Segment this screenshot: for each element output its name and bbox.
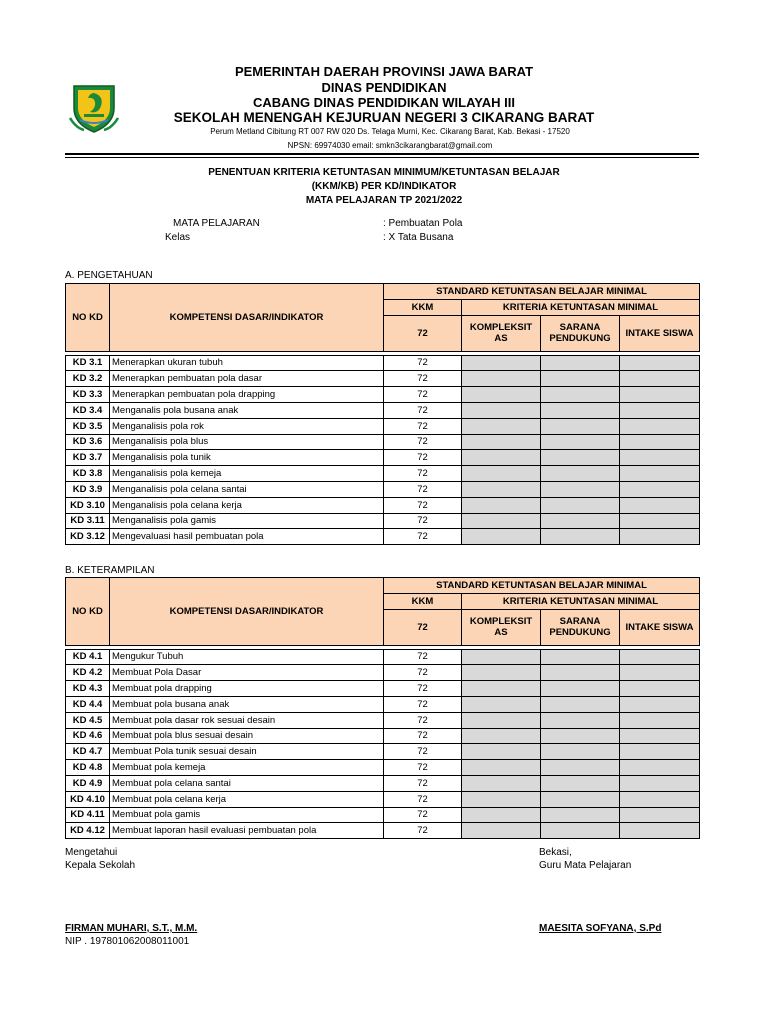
table-row — [66, 681, 700, 697]
kompleksitas-cell — [462, 402, 541, 418]
col-header-sarana: SARANA PENDUKUNG — [541, 315, 620, 351]
sarana-cell — [541, 744, 620, 760]
col-header-no-kd: NO KD — [66, 284, 110, 352]
kompleksitas-cell — [462, 681, 541, 697]
sarana-cell — [541, 712, 620, 728]
col-header-kkm-value: 72 — [384, 315, 462, 351]
kelas-value: : X Tata Busana — [383, 232, 454, 243]
kd-description: Membuat pola drapping — [110, 681, 384, 697]
intake-cell — [620, 481, 700, 497]
sarana-cell — [541, 529, 620, 545]
kompleksitas-cell — [462, 450, 541, 466]
col-header-kriteria: KRITERIA KETUNTASAN MINIMAL — [462, 593, 700, 609]
kompleksitas-cell — [462, 529, 541, 545]
kompleksitas-cell — [462, 775, 541, 791]
kd-number: KD 4.3 — [66, 681, 110, 697]
intake-cell — [620, 791, 700, 807]
kkm-value: 72 — [384, 712, 462, 728]
table-row — [66, 728, 700, 744]
kd-description: Menerapkan pembuatan pola drapping — [110, 387, 384, 403]
kkm-value: 72 — [384, 649, 462, 665]
col-header-kkm-value: 72 — [384, 609, 462, 645]
sarana-cell — [541, 387, 620, 403]
sarana-cell — [541, 775, 620, 791]
kd-description: Membuat Pola Dasar — [110, 665, 384, 681]
kompleksitas-cell — [462, 665, 541, 681]
table-row — [66, 823, 700, 839]
header-government: PEMERINTAH DAERAH PROVINSI JAWA BARAT — [234, 64, 534, 79]
kompleksitas-cell — [462, 387, 541, 403]
kd-number: KD 4.2 — [66, 665, 110, 681]
kompleksitas-cell — [462, 712, 541, 728]
kkm-value: 72 — [384, 355, 462, 371]
table-row — [66, 712, 700, 728]
kd-description: Membuat pola celana santai — [110, 775, 384, 791]
table-row — [66, 807, 700, 823]
kkm-value: 72 — [384, 681, 462, 697]
sarana-cell — [541, 450, 620, 466]
intake-cell — [620, 807, 700, 823]
kompleksitas-cell — [462, 649, 541, 665]
table-row — [66, 696, 700, 712]
kd-number: KD 3.2 — [66, 371, 110, 387]
kd-description: Menganalisis pola rok — [110, 418, 384, 434]
kd-description: Menerapkan ukuran tubuh — [110, 355, 384, 371]
table-row — [66, 791, 700, 807]
col-header-kriteria: KRITERIA KETUNTASAN MINIMAL — [462, 299, 700, 315]
sarana-cell — [541, 481, 620, 497]
kd-number: KD 4.10 — [66, 791, 110, 807]
table-row — [66, 529, 700, 545]
sig-right-place: Bekasi, — [539, 847, 572, 858]
kd-number: KD 4.7 — [66, 744, 110, 760]
sarana-cell — [541, 823, 620, 839]
col-header-sarana: SARANA PENDUKUNG — [541, 609, 620, 645]
header-address: Perum Metland Cibitung RT 007 RW 020 Ds. Telaga Murni, Kec. Cikarang Barat, Kab. Bekasi - 17520 — [210, 127, 570, 136]
kkm-value: 72 — [384, 371, 462, 387]
col-header-no-kd: NO KD — [66, 578, 110, 646]
table-row — [66, 649, 700, 665]
kd-description: Mengukur Tubuh — [110, 649, 384, 665]
kd-number: KD 4.4 — [66, 696, 110, 712]
kkm-value: 72 — [384, 696, 462, 712]
kompleksitas-cell — [462, 434, 541, 450]
header-rule-thin — [65, 157, 699, 158]
col-header-kkm: KKM — [384, 299, 462, 315]
kompleksitas-cell — [462, 497, 541, 513]
table-row — [66, 387, 700, 403]
kd-description: Membuat laporan hasil evaluasi pembuatan pola — [110, 823, 384, 839]
col-header-intake: INTAKE SISWA — [620, 315, 700, 351]
intake-cell — [620, 402, 700, 418]
kd-number: KD 4.1 — [66, 649, 110, 665]
sarana-cell — [541, 681, 620, 697]
kompleksitas-cell — [462, 823, 541, 839]
kkm-value: 72 — [384, 823, 462, 839]
kd-number: KD 3.3 — [66, 387, 110, 403]
mapel-value: : Pembuatan Pola — [383, 218, 463, 229]
kkm-value: 72 — [384, 466, 462, 482]
header-school: SEKOLAH MENENGAH KEJURUAN NEGERI 3 CIKARANG BARAT — [173, 110, 595, 125]
keterampilan-table — [65, 577, 700, 839]
sig-right-role: Guru Mata Pelajaran — [539, 860, 632, 871]
sarana-cell — [541, 513, 620, 529]
intake-cell — [620, 760, 700, 776]
kd-number: KD 3.6 — [66, 434, 110, 450]
kkm-value: 72 — [384, 402, 462, 418]
kd-number: KD 4.5 — [66, 712, 110, 728]
intake-cell — [620, 513, 700, 529]
kkm-value: 72 — [384, 791, 462, 807]
sig-left-name: FIRMAN MUHARI, S.T., M.M. — [65, 923, 198, 934]
sig-left-nip: NIP . 197801062008011001 — [65, 936, 190, 947]
table-row — [66, 497, 700, 513]
kelas-label: Kelas — [165, 232, 191, 243]
keterampilan-rows — [66, 649, 700, 839]
kkm-value: 72 — [384, 529, 462, 545]
pengetahuan-rows — [66, 355, 700, 545]
col-header-kkm: KKM — [384, 593, 462, 609]
kd-number: KD 3.1 — [66, 355, 110, 371]
sig-left-role: Kepala Sekolah — [65, 860, 136, 871]
kd-description: Membuat pola celana kerja — [110, 791, 384, 807]
kkm-value: 72 — [384, 434, 462, 450]
sarana-cell — [541, 497, 620, 513]
kd-description: Membuat pola busana anak — [110, 696, 384, 712]
intake-cell — [620, 696, 700, 712]
kkm-value: 72 — [384, 450, 462, 466]
kd-description: Menganalisis pola blus — [110, 434, 384, 450]
sarana-cell — [541, 760, 620, 776]
kd-description: Menganalisis pola celana kerja — [110, 497, 384, 513]
table-row — [66, 402, 700, 418]
kd-description: Membuat pola dasar rok sesuai desain — [110, 712, 384, 728]
col-header-kompleksitas: KOMPLEKSIT AS — [462, 609, 541, 645]
header-rule-thick — [65, 153, 699, 155]
kd-number: KD 3.5 — [66, 418, 110, 434]
kkm-value: 72 — [384, 513, 462, 529]
kkm-value: 72 — [384, 760, 462, 776]
kompleksitas-cell — [462, 744, 541, 760]
table-row — [66, 665, 700, 681]
intake-cell — [620, 649, 700, 665]
kd-description: Membuat pola gamis — [110, 807, 384, 823]
kkm-value: 72 — [384, 775, 462, 791]
header-contact: NPSN: 69974030 email: smkn3cikarangbarat@gmail.com — [287, 141, 493, 150]
kd-number: KD 4.12 — [66, 823, 110, 839]
kd-description: Menganalisis pola tunik — [110, 450, 384, 466]
col-header-intake: INTAKE SISWA — [620, 609, 700, 645]
intake-cell — [620, 450, 700, 466]
sarana-cell — [541, 355, 620, 371]
table-row — [66, 371, 700, 387]
kompleksitas-cell — [462, 696, 541, 712]
kd-description: Membuat pola blus sesuai desain — [110, 728, 384, 744]
header-department: DINAS PENDIDIKAN — [321, 80, 447, 95]
intake-cell — [620, 823, 700, 839]
kd-description: Membuat pola kemeja — [110, 760, 384, 776]
sarana-cell — [541, 649, 620, 665]
kompleksitas-cell — [462, 481, 541, 497]
kd-description: Menganalis pola busana anak — [110, 402, 384, 418]
sarana-cell — [541, 696, 620, 712]
document-subtitle: (KKM/KB) PER KD/INDIKATOR — [311, 181, 457, 192]
kompleksitas-cell — [462, 791, 541, 807]
mapel-label: MATA PELAJARAN — [173, 218, 260, 229]
table-row — [66, 513, 700, 529]
intake-cell — [620, 529, 700, 545]
intake-cell — [620, 497, 700, 513]
kd-number: KD 3.4 — [66, 402, 110, 418]
col-header-kompetensi: KOMPETENSI DASAR/INDIKATOR — [110, 284, 384, 352]
table-row — [66, 760, 700, 776]
pengetahuan-table — [65, 283, 700, 545]
kd-number: KD 3.8 — [66, 466, 110, 482]
kkm-value: 72 — [384, 497, 462, 513]
kd-description: Menerapkan pembuatan pola dasar — [110, 371, 384, 387]
sig-right-name: MAESITA SOFYANA, S.Pd — [539, 923, 662, 934]
intake-cell — [620, 744, 700, 760]
sarana-cell — [541, 807, 620, 823]
col-header-kompleksitas: KOMPLEKSIT AS — [462, 315, 541, 351]
kompleksitas-cell — [462, 466, 541, 482]
table-row — [66, 775, 700, 791]
sarana-cell — [541, 466, 620, 482]
intake-cell — [620, 665, 700, 681]
kkm-value: 72 — [384, 728, 462, 744]
intake-cell — [620, 418, 700, 434]
section-keterampilan-title: B. KETERAMPILAN — [65, 565, 155, 576]
kompleksitas-cell — [462, 760, 541, 776]
sarana-cell — [541, 665, 620, 681]
sig-left-label: Mengetahui — [65, 847, 118, 858]
kd-description: Mengevaluasi hasil pembuatan pola — [110, 529, 384, 545]
table-row — [66, 744, 700, 760]
kd-number: KD 4.11 — [66, 807, 110, 823]
intake-cell — [620, 387, 700, 403]
kd-description: Membuat Pola tunik sesuai desain — [110, 744, 384, 760]
kompleksitas-cell — [462, 371, 541, 387]
kkm-value: 72 — [384, 744, 462, 760]
kd-description: Menganalisis pola celana santai — [110, 481, 384, 497]
sarana-cell — [541, 402, 620, 418]
table-row — [66, 418, 700, 434]
intake-cell — [620, 775, 700, 791]
intake-cell — [620, 681, 700, 697]
kd-number: KD 3.11 — [66, 513, 110, 529]
table-row — [66, 466, 700, 482]
kkm-value: 72 — [384, 387, 462, 403]
kompleksitas-cell — [462, 355, 541, 371]
sarana-cell — [541, 728, 620, 744]
kkm-value: 72 — [384, 418, 462, 434]
kd-number: KD 4.6 — [66, 728, 110, 744]
intake-cell — [620, 728, 700, 744]
section-pengetahuan-title: A. PENGETAHUAN — [65, 270, 153, 281]
col-header-standard: STANDARD KETUNTASAN BELAJAR MINIMAL — [384, 284, 700, 300]
kd-number: KD 3.12 — [66, 529, 110, 545]
sarana-cell — [541, 791, 620, 807]
table-row — [66, 355, 700, 371]
table-row — [66, 481, 700, 497]
kd-description: Menganalisis pola kemeja — [110, 466, 384, 482]
kd-number: KD 3.9 — [66, 481, 110, 497]
kd-number: KD 4.8 — [66, 760, 110, 776]
document-year: MATA PELAJARAN TP 2021/2022 — [305, 195, 463, 206]
col-header-standard: STANDARD KETUNTASAN BELAJAR MINIMAL — [384, 578, 700, 594]
sarana-cell — [541, 434, 620, 450]
kompleksitas-cell — [462, 418, 541, 434]
intake-cell — [620, 466, 700, 482]
document-title: PENENTUAN KRITERIA KETUNTASAN MINIMUM/KETUNTASAN BELAJAR — [208, 167, 560, 178]
kd-description: Menganalisis pola gamis — [110, 513, 384, 529]
intake-cell — [620, 712, 700, 728]
kkm-value: 72 — [384, 665, 462, 681]
table-row — [66, 434, 700, 450]
kkm-value: 72 — [384, 481, 462, 497]
intake-cell — [620, 355, 700, 371]
sarana-cell — [541, 371, 620, 387]
table-row — [66, 450, 700, 466]
sarana-cell — [541, 418, 620, 434]
kd-number: KD 3.10 — [66, 497, 110, 513]
kompleksitas-cell — [462, 728, 541, 744]
kkm-value: 72 — [384, 807, 462, 823]
intake-cell — [620, 434, 700, 450]
header-branch: CABANG DINAS PENDIDIKAN WILAYAH III — [253, 95, 515, 110]
kompleksitas-cell — [462, 807, 541, 823]
kompleksitas-cell — [462, 513, 541, 529]
intake-cell — [620, 371, 700, 387]
col-header-kompetensi: KOMPETENSI DASAR/INDIKATOR — [110, 578, 384, 646]
kd-number: KD 4.9 — [66, 775, 110, 791]
kd-number: KD 3.7 — [66, 450, 110, 466]
